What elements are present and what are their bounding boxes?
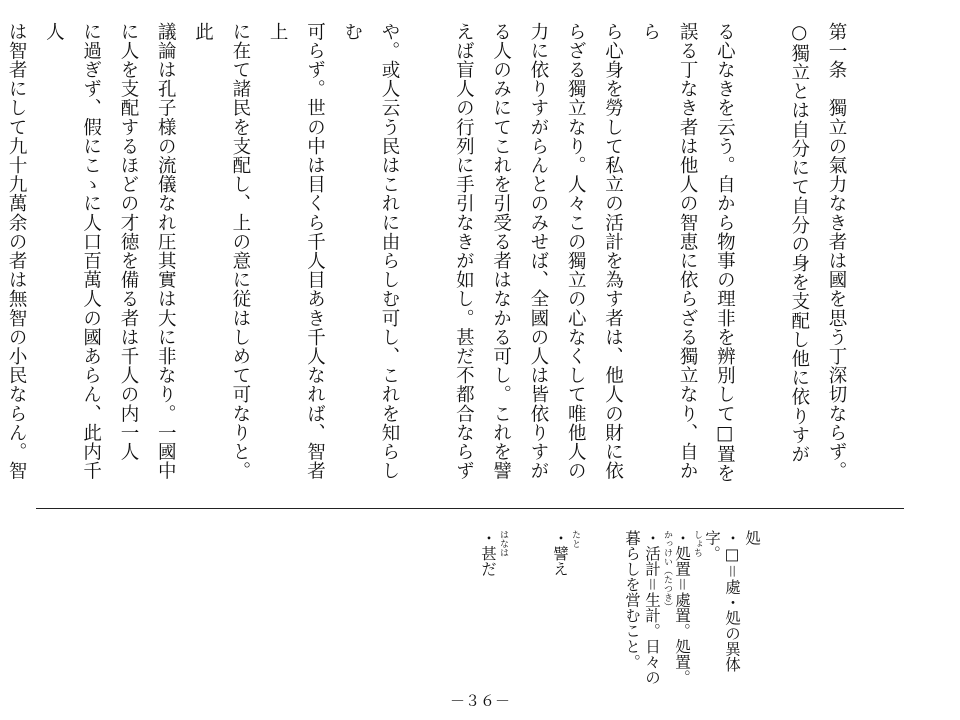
text-column: に人を支配するほどの才徳を備る者は千人の内一人: [117, 22, 139, 462]
text-column: えば盲人の行列に手引なきが如し。甚だ不都合ならず: [453, 22, 475, 481]
note-reading: はなは: [498, 530, 508, 557]
note-item: 暮らしを営むこと。: [623, 530, 641, 670]
text-column: ○獨立とは自分にて自分の身を支配し他に依りすが: [788, 22, 810, 464]
note-reading: かっけい（たつき）: [662, 530, 672, 611]
note-heading: 処: [743, 530, 761, 546]
text-column: に過ぎず、假にこゝに人口百萬人の國あらん、此内千人: [43, 22, 102, 481]
note-shochi: [622, 530, 762, 700]
main-text-body: [6, 22, 855, 492]
text-column: る人のみにてこれを引受る者はなかる可し。これを譬: [490, 22, 512, 481]
text-column: る心なきを云う。自から物事の理非を辨別して□置を: [714, 22, 736, 483]
text-column: や。或人云う民はこれに由らしむ可し、これを知らしむ: [341, 22, 401, 481]
text-column: に在て諸民を支配し、上の意に従はしめて可なりと。此: [192, 22, 251, 481]
text-column: 誤る丁なき者は他人の智恵に依らざる獨立なり、自から: [639, 22, 699, 481]
note-reading: しょち: [692, 530, 702, 557]
text-column: 力に依りすがらんとのみせば、全國の人は皆依りすが: [527, 22, 549, 481]
page-number: －３６－: [449, 692, 510, 710]
note-item: ・活計＝生計。日々の: [643, 530, 661, 686]
note-item: ・譬え: [551, 530, 569, 577]
text-column: らざる獨立なり。人々この獨立の心なくして唯他人の: [565, 22, 587, 481]
note-item: ・処置＝處置。処置。: [673, 530, 691, 686]
note-hanahada: [478, 530, 508, 700]
text-column: は智者にして九十九萬余の者は無智の小民ならん。智: [6, 22, 28, 481]
text-column: 可らず。世の中は目くら千人目あき千人なれば、智者上: [267, 22, 326, 481]
note-reading: たと: [570, 530, 580, 548]
footnote-divider: [36, 508, 904, 509]
text-column: ら心身を勞して私立の活計を為す者は、他人の財に依: [602, 22, 624, 481]
note-item: ・甚だ: [479, 530, 497, 577]
text-column: 議論は孔子様の流儀なれ圧其實は大に非なり。一國中: [155, 22, 177, 481]
footnotes: [202, 530, 762, 700]
text-column: 第一条 獨立の氣力なき者は國を思う丁深切ならず。: [826, 22, 847, 481]
note-tatoe: [550, 530, 580, 700]
note-item: ・□＝處・処の異体字。: [703, 530, 741, 673]
